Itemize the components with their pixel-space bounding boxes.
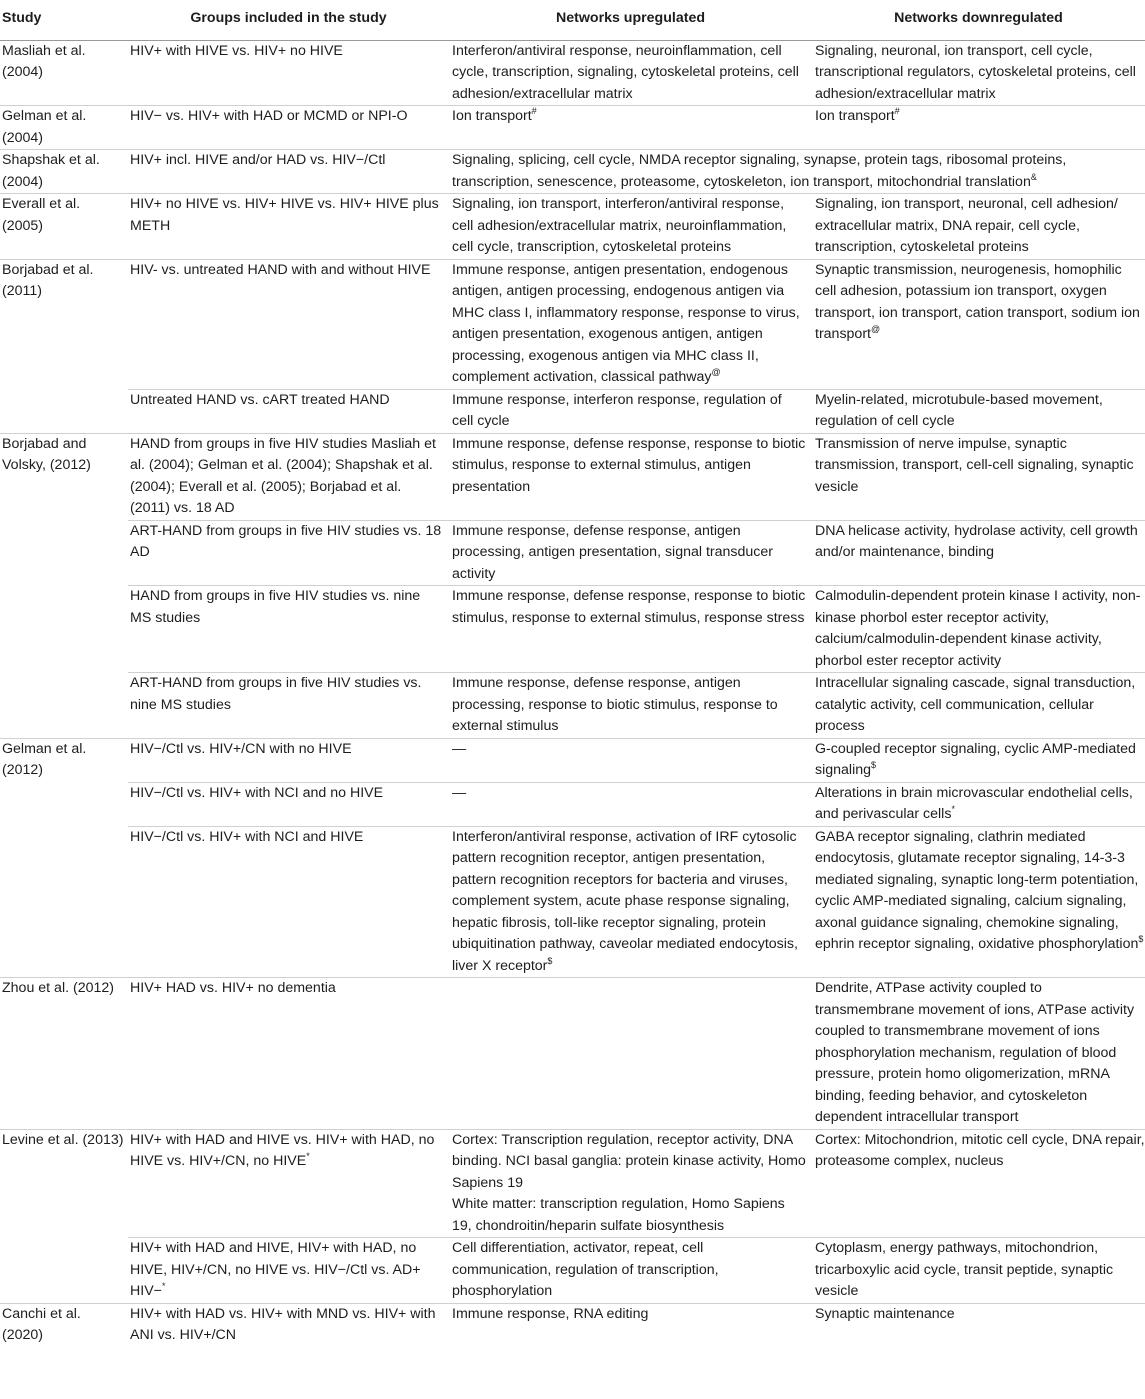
table-row (0, 673, 1145, 739)
upregulated-cell: Immune response, defense response, antigen processing, response to biotic stimulus, response to external stimulus (449, 673, 812, 739)
study-cell: Levine et al. (2013) (0, 1129, 128, 1238)
upregulated-cell (449, 259, 812, 389)
groups-cell: ART-HAND from groups in five HIV studies vs. nine MS studies (128, 673, 449, 739)
footnote-mark: # (531, 106, 537, 116)
downregulated-text: G-coupled receptor signaling, cyclic AMP-mediated signaling (815, 740, 1136, 778)
table-row (0, 738, 1145, 782)
groups-cell: HIV− vs. HIV+ with HAD or MCMD or NPI-O (128, 106, 449, 150)
footnote-mark: # (894, 106, 900, 116)
groups-cell: HAND from groups in five HIV studies Masliah et al. (2004); Gelman et al. (2004); Shapshak et al. (2004); Everall et al. (2005); Borjabad et al. (2011) vs. 18 AD (128, 433, 449, 520)
upregulated-cell: Signaling, ion transport, interferon/antiviral response, cell adhesion/extracellular matrix, neuroinflammation, cell cycle, transcription, cytoskeletal proteins (449, 194, 812, 260)
study-cell: Borjabad et al. (2011) (0, 259, 128, 389)
downregulated-cell: Intracellular signaling cascade, signal transduction, catalytic activity, cell communication, cellular process (812, 673, 1145, 739)
downregulated-cell (812, 106, 1145, 150)
header-row (0, 0, 1145, 40)
study-cell: Gelman et al. (2012) (0, 738, 128, 782)
downregulated-cell (812, 259, 1145, 389)
groups-cell (128, 1238, 449, 1304)
study-cell (0, 782, 128, 826)
study-cell (0, 520, 128, 586)
table-row (0, 106, 1145, 150)
study-cell (0, 389, 128, 433)
footnote-mark: * (161, 1281, 166, 1291)
table-row (0, 259, 1145, 389)
upregulated-cell: Immune response, interferon response, regulation of cell cycle (449, 389, 812, 433)
footnote-mark: @ (711, 367, 721, 377)
study-cell (0, 1238, 128, 1304)
groups-text: HIV+ with HAD and HIVE vs. HIV+ with HAD, no HIVE vs. HIV+/CN, no HIVE (130, 1131, 435, 1169)
downregulated-cell: Cytoplasm, energy pathways, mitochondrion, tricarboxylic acid cycle, transit peptide, synaptic vesicle (812, 1238, 1145, 1304)
downregulated-text: GABA receptor signaling, clathrin mediated endocytosis, glutamate receptor signaling, 14-3-3 mediated signaling, synaptic long-term potentiation, cyclic AMP-mediated signaling, calcium signaling, axonal guidance signaling, chemokine signaling, ephrin receptor signaling, oxidative phosphorylation (815, 828, 1139, 952)
study-cell (0, 673, 128, 739)
downregulated-cell: Calmodulin-dependent protein kinase I activity, non-kinase phorbol ester receptor activity, calcium/calmodulin-dependent kinase activity, phorbol ester receptor activity (812, 586, 1145, 673)
groups-text: HIV+ with HAD and HIVE, HIV+ with HAD, no HIVE, HIV+/CN, no HIVE vs. HIV−/Ctl vs. AD+ HIV− (130, 1240, 421, 1299)
downregulated-cell: Cortex: Mitochondrion, mitotic cell cycle, DNA repair, proteasome complex, nucleus (812, 1129, 1145, 1238)
networks-span-cell (449, 150, 1145, 194)
groups-cell: Untreated HAND vs. cART treated HAND (128, 389, 449, 433)
footnote-mark: @ (871, 324, 881, 334)
upregulated-cell: Immune response, defense response, response to biotic stimulus, response to external stimulus, response stress (449, 586, 812, 673)
table-row (0, 826, 1145, 978)
upregulated-cell: Immune response, defense response, response to biotic stimulus, response to external stimulus, antigen presentation (449, 433, 812, 520)
upregulated-text: Ion transport (452, 108, 532, 124)
upregulated-cell (449, 826, 812, 978)
study-cell: Zhou et al. (2012) (0, 978, 128, 1130)
downregulated-text: Synaptic transmission, neurogenesis, homophilic cell adhesion, potassium ion transport, oxygen transport, ion transport, cation transport, sodium ion transport (815, 261, 1140, 342)
downregulated-cell: Synaptic maintenance (812, 1303, 1145, 1347)
upregulated-cell: Immune response, RNA editing (449, 1303, 812, 1347)
footnote-mark: $ (1138, 934, 1144, 944)
header-groups: Groups included in the study (128, 0, 449, 40)
table-row (0, 1303, 1145, 1347)
footnote-mark: * (951, 804, 955, 814)
table-row (0, 433, 1145, 520)
footnote-mark: & (1030, 171, 1037, 182)
upregulated-cell (449, 978, 812, 1130)
downregulated-cell (812, 826, 1145, 978)
downregulated-cell: Signaling, ion transport, neuronal, cell adhesion/ extracellular matrix, DNA repair, cell cycle, transcription, cytoskeletal proteins (812, 194, 1145, 260)
upregulated-text-white-matter: White matter: transcription regulation, Homo Sapiens 19, chondroitin/heparin sulfate biosynthesis (452, 1196, 785, 1234)
table-row (0, 1238, 1145, 1304)
table-row (0, 782, 1145, 826)
groups-cell: HIV+ HAD vs. HIV+ no dementia (128, 978, 449, 1130)
table-row (0, 978, 1145, 1130)
groups-cell: HIV−/Ctl vs. HIV+/CN with no HIVE (128, 738, 449, 782)
groups-cell: HIV−/Ctl vs. HIV+ with NCI and HIVE (128, 826, 449, 978)
downregulated-text: Ion transport (815, 108, 895, 124)
table-row (0, 40, 1145, 106)
downregulated-text: Alterations in brain microvascular endothelial cells, and perivascular cells (815, 784, 1133, 822)
header-downregulated: Networks downregulated (812, 0, 1145, 40)
table-row (0, 586, 1145, 673)
groups-cell: HIV+ with HIVE vs. HIV+ no HIVE (128, 40, 449, 106)
upregulated-cell: Cell differentiation, activator, repeat, cell communication, regulation of transcription, phosphorylation (449, 1238, 812, 1304)
upregulated-cell (449, 1129, 812, 1238)
downregulated-cell: Signaling, neuronal, ion transport, cell cycle, transcriptional regulators, cytoskeletal proteins, cell adhesion/extracellular matrix (812, 40, 1145, 106)
upregulated-cell: Immune response, defense response, antigen processing, antigen presentation, signal transducer activity (449, 520, 812, 586)
upregulated-cell (449, 106, 812, 150)
study-cell (0, 826, 128, 978)
groups-cell: HIV+ incl. HIVE and/or HAD vs. HIV−/Ctl (128, 150, 449, 194)
upregulated-cell: — (449, 738, 812, 782)
study-cell: Shapshak et al. (2004) (0, 150, 128, 194)
table-row (0, 520, 1145, 586)
groups-cell: HAND from groups in five HIV studies vs. nine MS studies (128, 586, 449, 673)
groups-cell: HIV−/Ctl vs. HIV+ with NCI and no HIVE (128, 782, 449, 826)
networks-span-text: Signaling, splicing, cell cycle, NMDA receptor signaling, synapse, protein tags, ribosomal proteins, transcription, senescence, proteasome, cytoskeleton, ion transport, mitochondrial translation (452, 152, 1067, 190)
table-row (0, 150, 1145, 194)
footnote-mark: $ (871, 760, 877, 770)
table-row (0, 1129, 1145, 1238)
table-row (0, 389, 1145, 433)
groups-cell: HIV+ with HAD vs. HIV+ with MND vs. HIV+ with ANI vs. HIV+/CN (128, 1303, 449, 1347)
downregulated-cell: Transmission of nerve impulse, synaptic transmission, transport, cell-cell signaling, synaptic vesicle (812, 433, 1145, 520)
table-row (0, 194, 1145, 260)
upregulated-cell: — (449, 782, 812, 826)
groups-cell: ART-HAND from groups in five HIV studies vs. 18 AD (128, 520, 449, 586)
downregulated-cell: DNA helicase activity, hydrolase activity, cell growth and/or maintenance, binding (812, 520, 1145, 586)
study-cell: Borjabad and Volsky, (2012) (0, 433, 128, 520)
header-study: Study (0, 0, 128, 40)
upregulated-cell: Interferon/antiviral response, neuroinflammation, cell cycle, transcription, signaling, cytoskeletal proteins, cell adhesion/extracellular matrix (449, 40, 812, 106)
upregulated-text: Immune response, antigen presentation, endogenous antigen, antigen processing, endogenous antigen via MHC class I, inflammatory response, response to virus, antigen presentation, exogenous antigen, antigen processing, exogenous antigen via MHC class II, complement activation, classical pathway (452, 261, 800, 385)
downregulated-cell (812, 738, 1145, 782)
study-cell: Canchi et al. (2020) (0, 1303, 128, 1347)
groups-cell (128, 1129, 449, 1238)
footnote-mark: $ (547, 955, 553, 966)
study-cell: Gelman et al. (2004) (0, 106, 128, 150)
study-cell: Masliah et al. (2004) (0, 40, 128, 106)
groups-cell: HIV+ no HIVE vs. HIV+ HIVE vs. HIV+ HIVE plus METH (128, 194, 449, 260)
footnote-mark: * (306, 1151, 310, 1161)
downregulated-cell: Myelin-related, microtubule-based movement, regulation of cell cycle (812, 389, 1145, 433)
upregulated-text: Interferon/antiviral response, activation of IRF cytosolic pattern recognition receptor, antigen presentation, pattern recognition receptors for bacteria and viruses, complement system, acute phase response signaling, hepatic fibrosis, toll-like receptor signaling, protein ubiquitination pathway, caveolar mediated endocytosis, liver X receptor (452, 828, 798, 974)
groups-cell: HIV- vs. untreated HAND with and without HIVE (128, 259, 449, 389)
study-cell: Everall et al. (2005) (0, 194, 128, 260)
upregulated-text: Cortex: Transcription regulation, receptor activity, DNA binding. NCI basal ganglia: protein kinase activity, Homo Sapiens 19 (452, 1131, 806, 1191)
header-upregulated: Networks upregulated (449, 0, 812, 40)
study-cell (0, 586, 128, 673)
downregulated-cell (812, 782, 1145, 826)
downregulated-cell: Dendrite, ATPase activity coupled to transmembrane movement of ions, ATPase activity coupled to transmembrane movement of ions phosphorylation mechanism, regulation of blood pressure, protein homo oligomerization, mRNA binding, feeding behavior, and cytoskeleton dependent intracellular transport (812, 978, 1145, 1130)
